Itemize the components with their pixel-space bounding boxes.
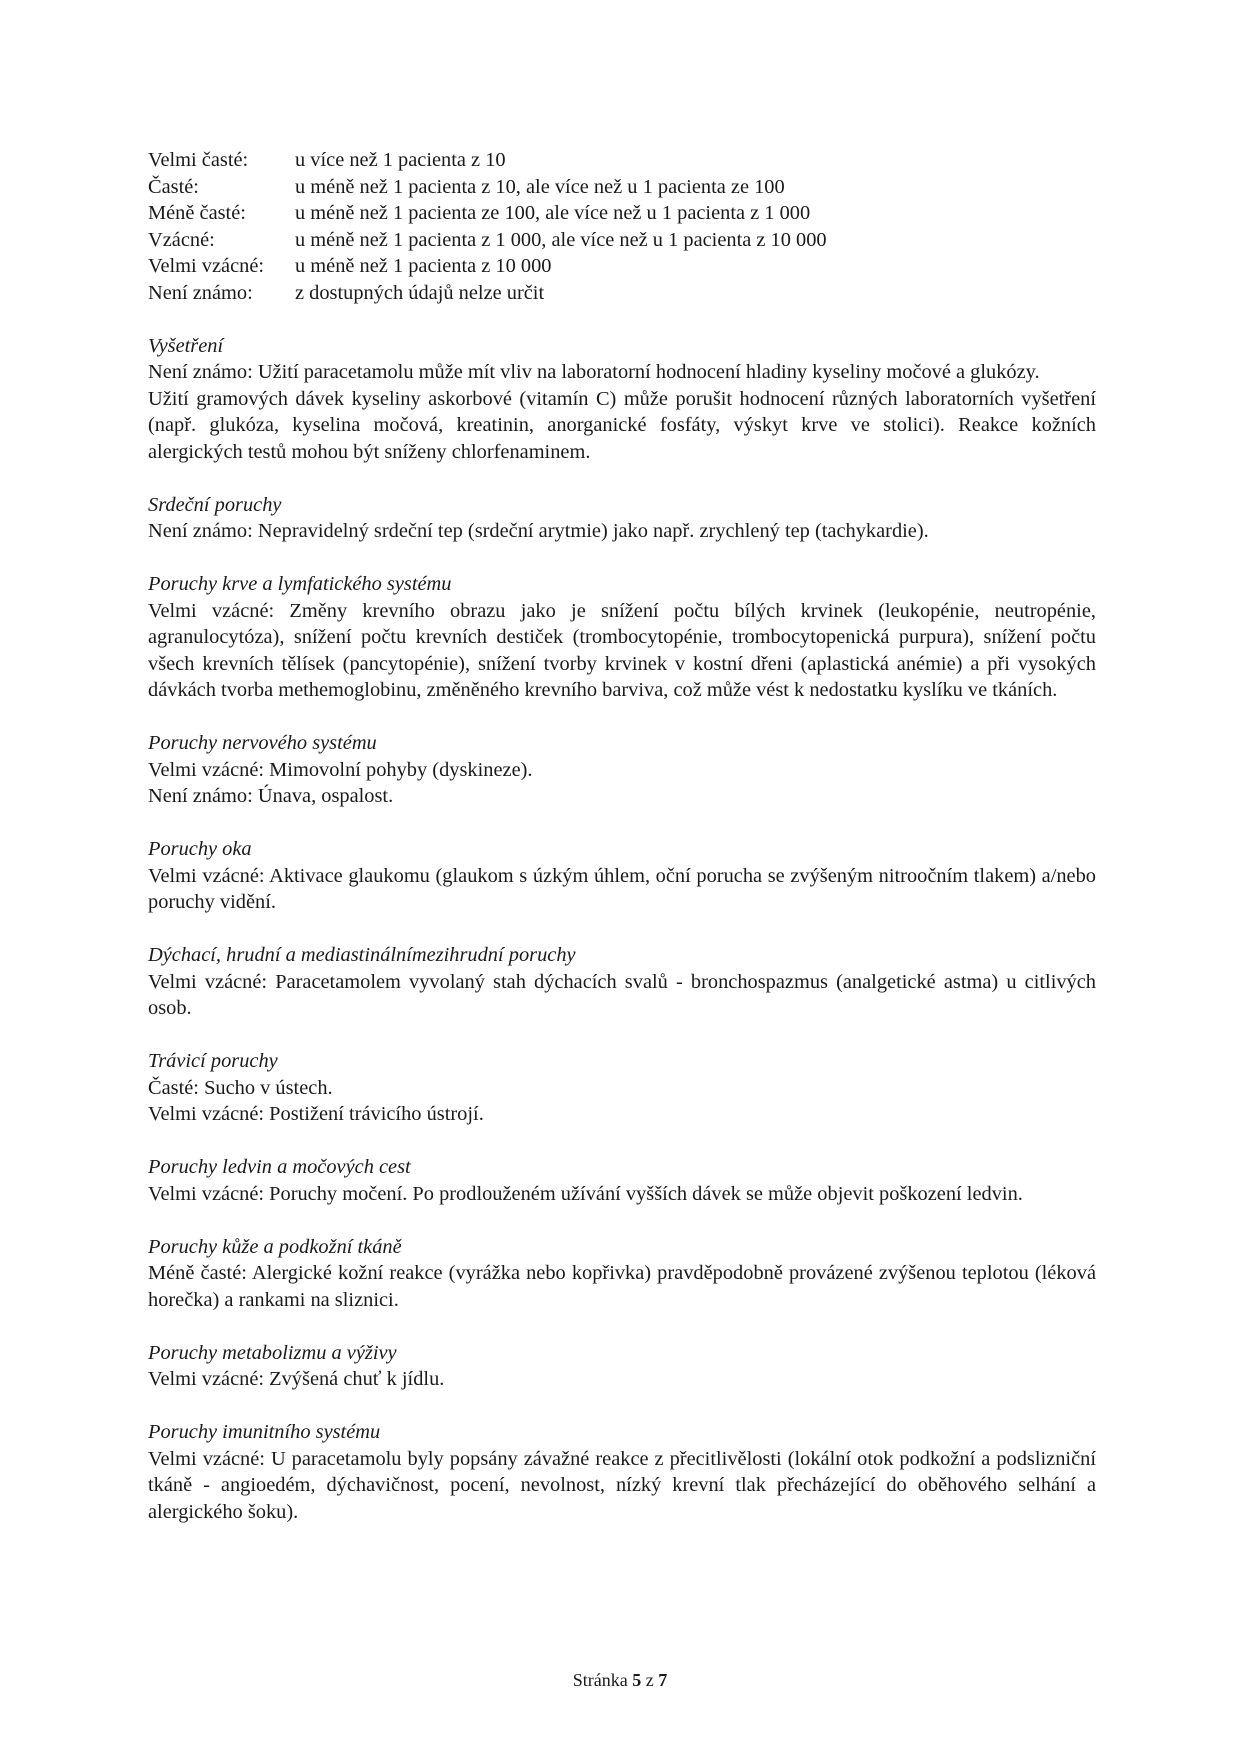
- frequency-row: [148, 253, 827, 280]
- footer-separator: z: [645, 1670, 654, 1690]
- document-body: [148, 147, 1096, 1525]
- section: [148, 730, 1096, 810]
- section: [148, 836, 1096, 916]
- section: [148, 942, 1096, 1022]
- frequency-term: Časté:: [148, 175, 199, 198]
- section-title: Trávicí poruchy: [148, 1050, 278, 1072]
- section-paragraph: Velmi vzácné: Zvýšená chuť k jídlu.: [148, 1368, 445, 1390]
- section-paragraph: Velmi vzácné: Aktivace glaukomu (glaukom s úzkým úhlem, oční porucha se zvýšeným nitroočním tlakem) a/nebo poruchy vidění.: [148, 864, 1096, 913]
- section-paragraph: Velmi vzácné: Postižení trávicího ústrojí.: [148, 1103, 484, 1125]
- section-paragraph: Méně časté: Alergické kožní reakce (vyrážka nebo kopřivka) pravděpodobně provázené zvýšenou teplotou (léková horečka) a rankami na sliznici.: [148, 1262, 1096, 1311]
- section: [148, 1234, 1096, 1314]
- section-title: Poruchy metabolizmu a výživy: [148, 1341, 397, 1364]
- section: [148, 571, 1096, 704]
- section-paragraph: Není známo: Únava, ospalost.: [148, 785, 394, 807]
- footer-prefix: Stránka: [572, 1670, 628, 1690]
- section: [148, 1419, 1096, 1525]
- frequency-description: u méně než 1 pacienta ze 100, ale více než u 1 pacienta z 1 000: [295, 202, 811, 224]
- section: [148, 1048, 1096, 1128]
- section-title: Srdeční poruchy: [148, 493, 282, 516]
- section: [148, 492, 1096, 545]
- frequency-term: Méně časté:: [148, 202, 246, 224]
- section-title: Poruchy imunitního systému: [148, 1421, 381, 1443]
- frequency-description: u více než 1 pacienta z 10: [295, 149, 506, 171]
- section-title: Poruchy krve a lymfatického systému: [148, 573, 452, 595]
- sections: [148, 333, 1096, 1526]
- frequency-description: u méně než 1 pacienta z 10 000: [295, 255, 552, 277]
- section-paragraph: Velmi vzácné: Mimovolní pohyby (dyskineze).: [148, 758, 533, 781]
- section-title: Vyšetření: [148, 334, 224, 357]
- frequency-term: Velmi vzácné:: [148, 255, 265, 277]
- section-title: Dýchací, hrudní a mediastinálnímezihrudní poruchy: [148, 944, 576, 966]
- section-paragraph: Není známo: Užití paracetamolu může mít vliv na laboratorní hodnocení hladiny kyseliny močové a glukózy.: [148, 361, 1040, 383]
- section-title: Poruchy ledvin a močových cest: [148, 1156, 411, 1178]
- frequency-description: u méně než 1 pacienta z 1 000, ale více než u 1 pacienta z 10 000: [295, 228, 827, 251]
- frequency-row: [148, 147, 827, 174]
- section-title: Poruchy nervového systému: [148, 732, 377, 754]
- footer-page-total: 7: [658, 1670, 668, 1690]
- section-title: Poruchy kůže a podkožní tkáně: [148, 1235, 402, 1258]
- frequency-description: u méně než 1 pacienta z 10, ale více než u 1 pacienta ze 100: [295, 175, 785, 198]
- frequency-term: Velmi časté:: [148, 149, 249, 171]
- section: [148, 1154, 1096, 1207]
- frequency-description: z dostupných údajů nelze určit: [295, 281, 545, 304]
- footer-page-number: 5: [632, 1670, 642, 1690]
- section-paragraph: Časté: Sucho v ústech.: [148, 1076, 333, 1099]
- section-paragraph: Užití gramových dávek kyseliny askorbové (vitamín C) může porušit hodnocení různých laboratorních vyšetření (např. glukóza, kyselina močová, kreatinin, anorganické fosfáty, výskyt krve ve stolici). Reakce kožních alergických testů mohou být sníženy chlorfenaminem.: [148, 387, 1096, 463]
- frequency-row: [148, 174, 827, 201]
- frequency-row: [148, 200, 827, 227]
- frequency-table: [148, 147, 827, 306]
- frequency-term: Není známo:: [148, 281, 253, 304]
- section-paragraph: Velmi vzácné: Paracetamolem vyvolaný stah dýchacích svalů - bronchospazmus (analgetické astma) u citlivých osob.: [148, 970, 1096, 1019]
- section-paragraph: Velmi vzácné: U paracetamolu byly popsány závažné reakce z přecitlivělosti (lokální otok podkožní a podslizniční tkáně - angioedém, dýchavičnost, pocení, nevolnost, nízký krevní tlak přecházející do oběhového selhání a alergického šoku).: [148, 1447, 1096, 1523]
- frequency-row: [148, 227, 827, 254]
- page-footer: [0, 1670, 1240, 1691]
- frequency-term: Vzácné:: [148, 228, 215, 251]
- section-paragraph: Není známo: Nepravidelný srdeční tep (srdeční arytmie) jako např. zrychlený tep (tachykardie).: [148, 520, 929, 542]
- section-title: Poruchy oka: [148, 838, 252, 860]
- section: [148, 333, 1096, 466]
- section-paragraph: Velmi vzácné: Poruchy močení. Po prodlouženém užívání vyšších dávek se může objevit poškození ledvin.: [148, 1182, 1023, 1205]
- section-paragraph: Velmi vzácné: Změny krevního obrazu jako je snížení počtu bílých krvinek (leukopénie, neutropénie, agranulocytóza), snížení počtu krevních destiček (trombocytopénie, trombocytopenická purpura), snížení počtu všech krevních tělísek (pancytopénie), snížení tvorby krvinek v kostní dřeni (aplastická anémie) a při vysokých dávkách tvorba methemoglobinu, změněného krevního barviva, což může vést k nedostatku kyslíku ve tkáních.: [148, 599, 1096, 701]
- frequency-row: [148, 280, 827, 307]
- section: [148, 1340, 1096, 1393]
